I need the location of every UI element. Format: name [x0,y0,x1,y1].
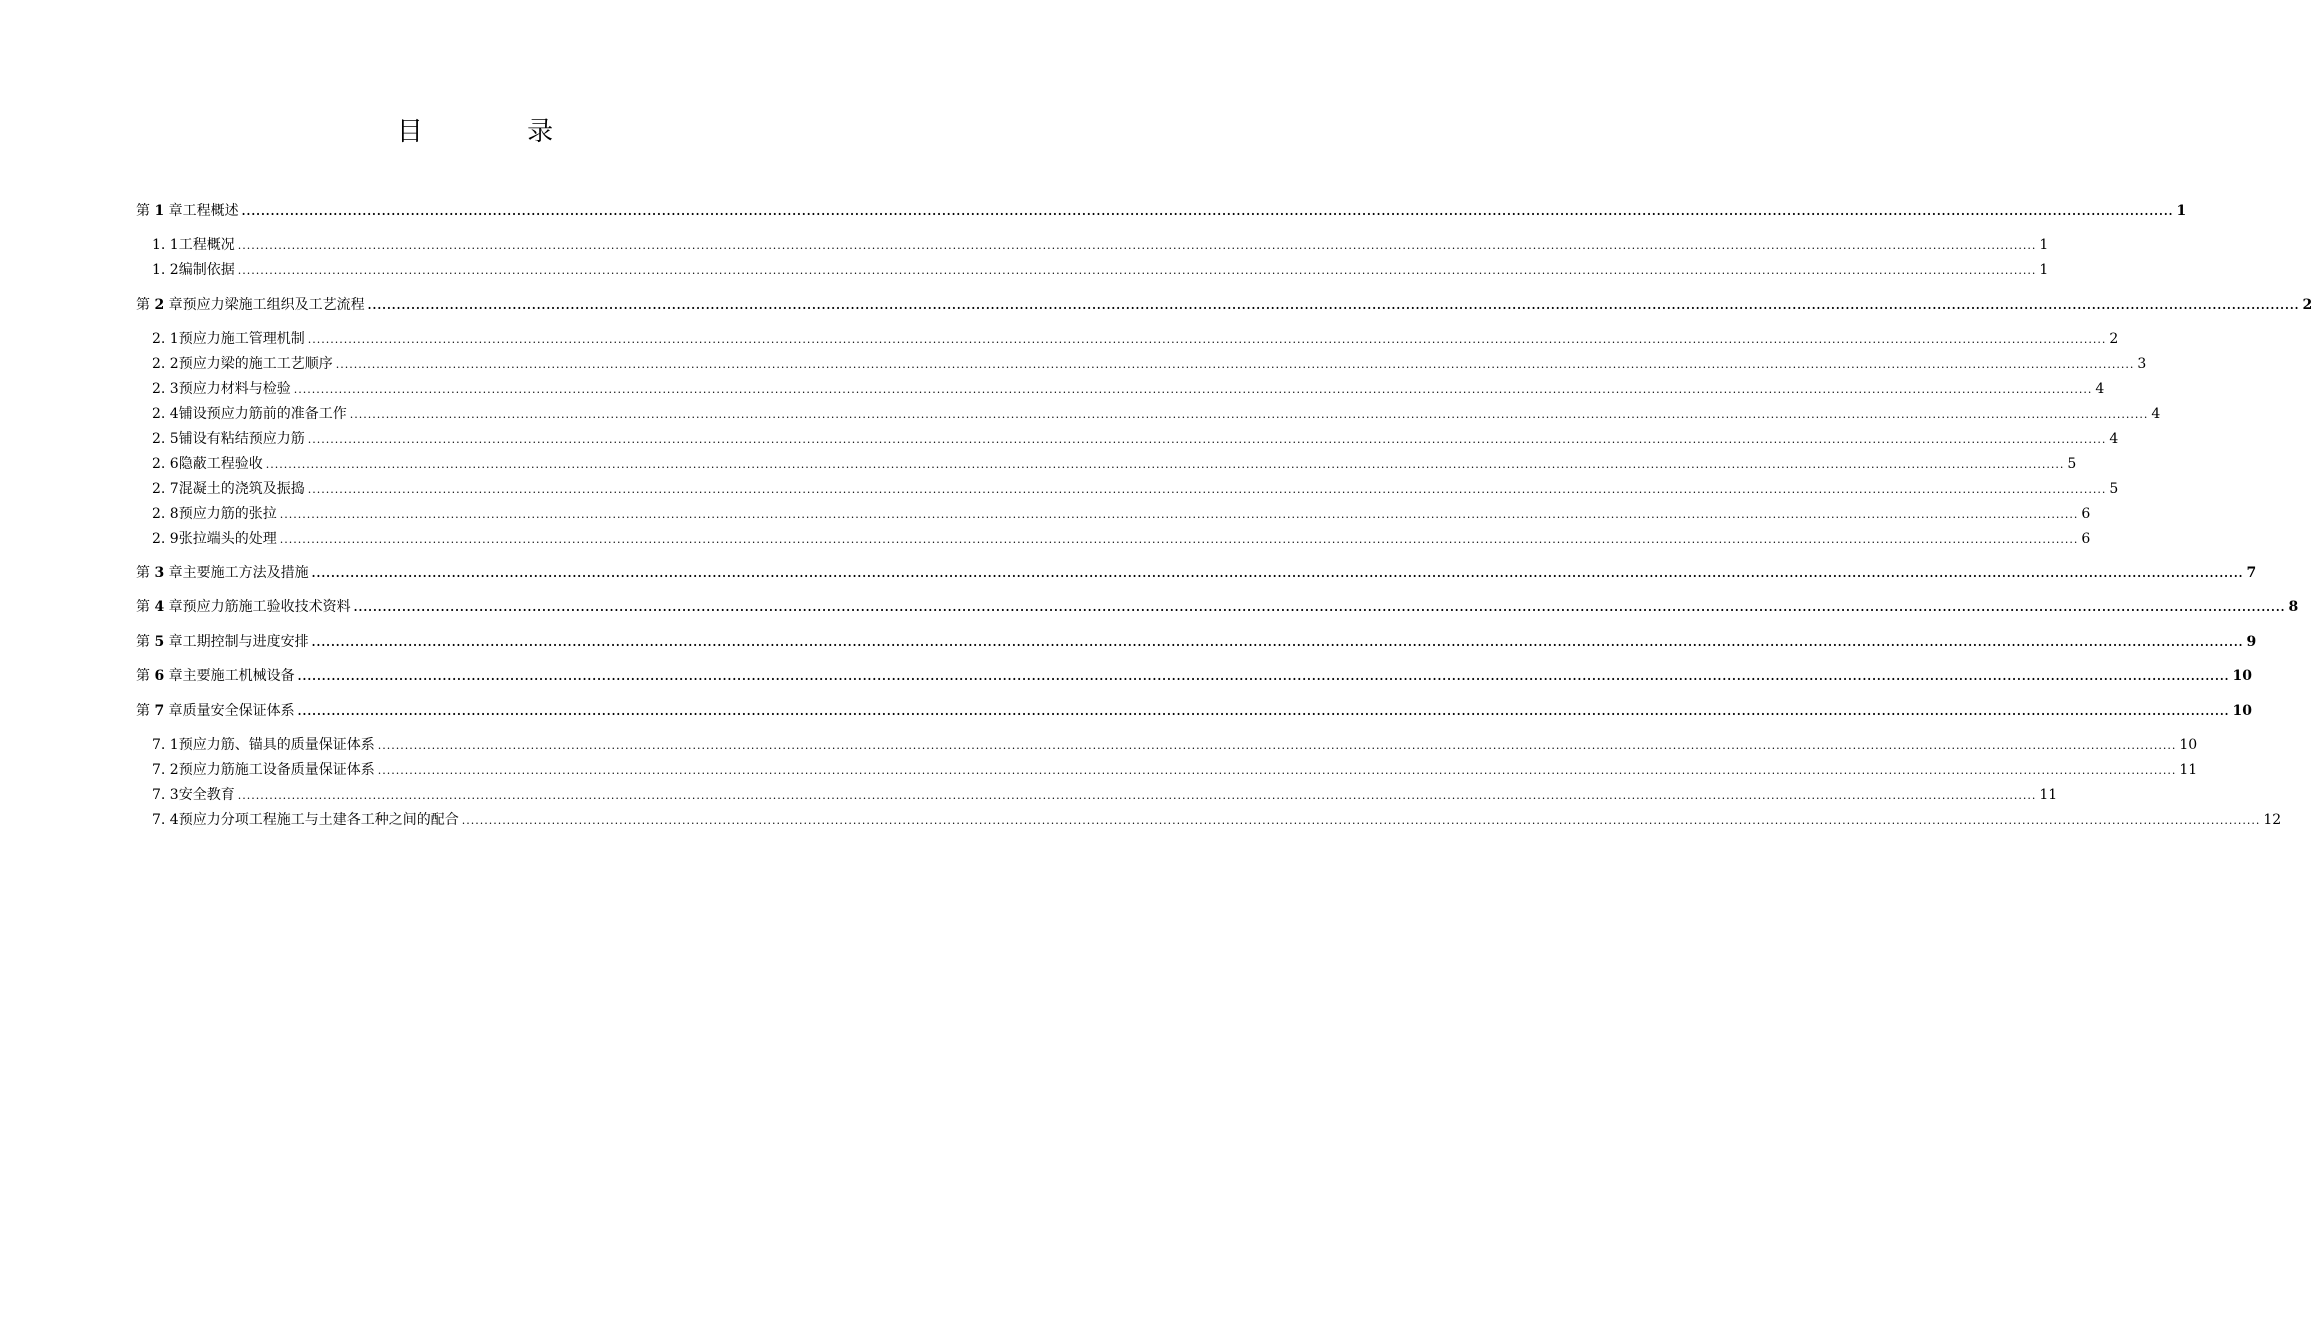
dot-leader: ................................................................................................................................................................................................................................................................................................................................................................................................................ [367,299,2300,312]
toc-page-number: 6 [2081,506,2091,522]
toc-page-number: 1 [2176,203,2187,219]
toc-entry-title: 预应力施工管理机制 [178,331,305,347]
toc-chapter-7[interactable] [136,701,2252,721]
dot-leader: ................................................................................................................................................................................................................................................................................................................................................................................................................ [349,408,2149,421]
toc-page-number: 10 [2232,668,2252,684]
dot-leader: ................................................................................................................................................................................................................................................................................................................................................................................................................ [307,333,2107,346]
dot-leader: ................................................................................................................................................................................................................................................................................................................................................................................................................ [307,483,2107,496]
toc-section-7-2[interactable] [152,760,2198,780]
toc-page-number: 2 [2302,297,2312,313]
toc-section-number: 2. 3 [152,381,179,397]
toc-page-number: 4 [2095,381,2105,397]
toc-entry-title: 编制依据 [178,262,235,278]
toc-page-number: 11 [2179,762,2198,778]
dot-leader: ................................................................................................................................................................................................................................................................................................................................................................................................................ [353,601,2286,614]
dot-leader: ................................................................................................................................................................................................................................................................................................................................................................................................................ [237,239,2037,252]
dot-leader: ................................................................................................................................................................................................................................................................................................................................................................................................................ [237,789,2037,802]
toc-entry-title: 工期控制与进度安排 [182,634,309,650]
dot-leader: ................................................................................................................................................................................................................................................................................................................................................................................................................ [237,264,2037,277]
toc-section-1-1[interactable] [152,235,2049,255]
toc-chapter-number: 第 6 章 [136,668,183,684]
toc-section-2-2[interactable] [152,354,2147,374]
toc-entry-title: 隐蔽工程验收 [178,456,263,472]
toc-page-number: 1 [2039,237,2049,253]
toc-section-1-2[interactable] [152,260,2049,280]
toc-chapter-6[interactable] [136,666,2252,686]
toc-section-7-1[interactable] [152,735,2198,755]
dot-leader: ................................................................................................................................................................................................................................................................................................................................................................................................................ [241,205,2174,218]
toc-entry-title: 安全教育 [178,787,235,803]
toc-entry-title: 质量安全保证体系 [182,703,295,719]
dot-leader: ................................................................................................................................................................................................................................................................................................................................................................................................................ [311,567,2244,580]
toc-page-number: 5 [2067,456,2077,472]
toc-page-number: 9 [2246,634,2257,650]
toc-entry-title: 预应力筋施工设备质量保证体系 [178,762,375,778]
toc-section-number: 2. 6 [152,456,179,472]
toc-entry-title: 主要施工机械设备 [182,668,295,684]
toc-chapter-5[interactable] [136,632,2257,652]
toc-chapter-number: 第 5 章 [136,634,183,650]
toc-entry-title: 工程概况 [178,237,235,253]
toc-entry-title: 混凝土的浇筑及振捣 [178,481,305,497]
toc-section-2-4[interactable] [152,404,2161,424]
toc-chapter-number: 第 3 章 [136,565,183,581]
toc-section-2-8[interactable] [152,504,2091,524]
dot-leader: ................................................................................................................................................................................................................................................................................................................................................................................................................ [297,705,2230,718]
dot-leader: ................................................................................................................................................................................................................................................................................................................................................................................................................ [279,508,2079,521]
toc-page-number: 2 [2109,331,2119,347]
toc-page-number: 3 [2137,356,2147,372]
toc-section-number: 7. 4 [152,812,179,828]
dot-leader: ................................................................................................................................................................................................................................................................................................................................................................................................................ [377,764,2177,777]
dot-leader: ................................................................................................................................................................................................................................................................................................................................................................................................................ [279,533,2079,546]
toc-section-number: 1. 1 [152,237,179,253]
dot-leader: ................................................................................................................................................................................................................................................................................................................................................................................................................ [265,458,2065,471]
toc-page-number: 11 [2039,787,2058,803]
dot-leader: ................................................................................................................................................................................................................................................................................................................................................................................................................ [461,814,2261,827]
toc-section-7-3[interactable] [152,785,2058,805]
dot-leader: ................................................................................................................................................................................................................................................................................................................................................................................................................ [293,383,2093,396]
toc-page-number: 5 [2109,481,2119,497]
toc-chapter-number: 第 7 章 [136,703,183,719]
toc-section-number: 7. 1 [152,737,179,753]
toc-page-number: 1 [2039,262,2049,278]
toc-chapter-number: 第 1 章 [136,203,183,219]
toc-page-number: 4 [2109,431,2119,447]
toc-page-number: 4 [2151,406,2161,422]
toc-chapter-number: 第 4 章 [136,599,183,615]
toc-entry-title: 预应力材料与检验 [178,381,291,397]
toc-section-number: 7. 3 [152,787,179,803]
toc-section-2-9[interactable] [152,529,2091,549]
toc-entry-title: 工程概述 [182,203,239,219]
toc-chapter-2[interactable] [136,295,2312,315]
page-title: 目 录 [396,117,602,147]
toc-entry-title: 张拉端头的处理 [178,531,277,547]
toc-entry-title: 预应力梁施工组织及工艺流程 [182,297,365,313]
toc-entry-title: 预应力梁的施工工艺顺序 [178,356,333,372]
toc-section-number: 2. 1 [152,331,179,347]
toc-entry-title: 预应力筋施工验收技术资料 [182,599,351,615]
toc-section-2-5[interactable] [152,429,2119,449]
toc-section-number: 2. 7 [152,481,179,497]
toc-section-2-3[interactable] [152,379,2105,399]
dot-leader: ................................................................................................................................................................................................................................................................................................................................................................................................................ [311,636,2244,649]
toc-section-number: 2. 5 [152,431,179,447]
toc-page-number: 6 [2081,531,2091,547]
toc-page-number: 8 [2288,599,2299,615]
toc-entry-title: 预应力筋的张拉 [178,506,277,522]
toc-section-2-1[interactable] [152,329,2119,349]
toc-page-number: 10 [2232,703,2252,719]
toc-entry-title: 预应力分项工程施工与土建各工种之间的配合 [178,812,459,828]
toc-section-7-4[interactable] [152,810,2282,830]
dot-leader: ................................................................................................................................................................................................................................................................................................................................................................................................................ [297,670,2230,683]
toc-section-number: 1. 2 [152,262,179,278]
toc-entry-title: 铺设预应力筋前的准备工作 [178,406,347,422]
toc-section-number: 2. 9 [152,531,179,547]
toc-entry-title: 主要施工方法及措施 [182,565,309,581]
toc-chapter-number: 第 2 章 [136,297,183,313]
toc-section-2-6[interactable] [152,454,2077,474]
toc-section-number: 2. 2 [152,356,179,372]
toc-section-number: 2. 8 [152,506,179,522]
toc-chapter-1[interactable] [136,201,2187,221]
dot-leader: ................................................................................................................................................................................................................................................................................................................................................................................................................ [307,433,2107,446]
toc-chapter-4[interactable] [136,597,2299,617]
toc-page-number: 12 [2263,812,2282,828]
toc-entry-title: 铺设有粘结预应力筋 [178,431,305,447]
toc-chapter-3[interactable] [136,563,2257,583]
toc-page-number: 10 [2179,737,2198,753]
toc-section-number: 2. 4 [152,406,179,422]
dot-leader: ................................................................................................................................................................................................................................................................................................................................................................................................................ [377,739,2177,752]
toc-section-number: 7. 2 [152,762,179,778]
toc-section-2-7[interactable] [152,479,2119,499]
toc-entry-title: 预应力筋、锚具的质量保证体系 [178,737,375,753]
dot-leader: ................................................................................................................................................................................................................................................................................................................................................................................................................ [335,358,2135,371]
toc-page-number: 7 [2246,565,2257,581]
